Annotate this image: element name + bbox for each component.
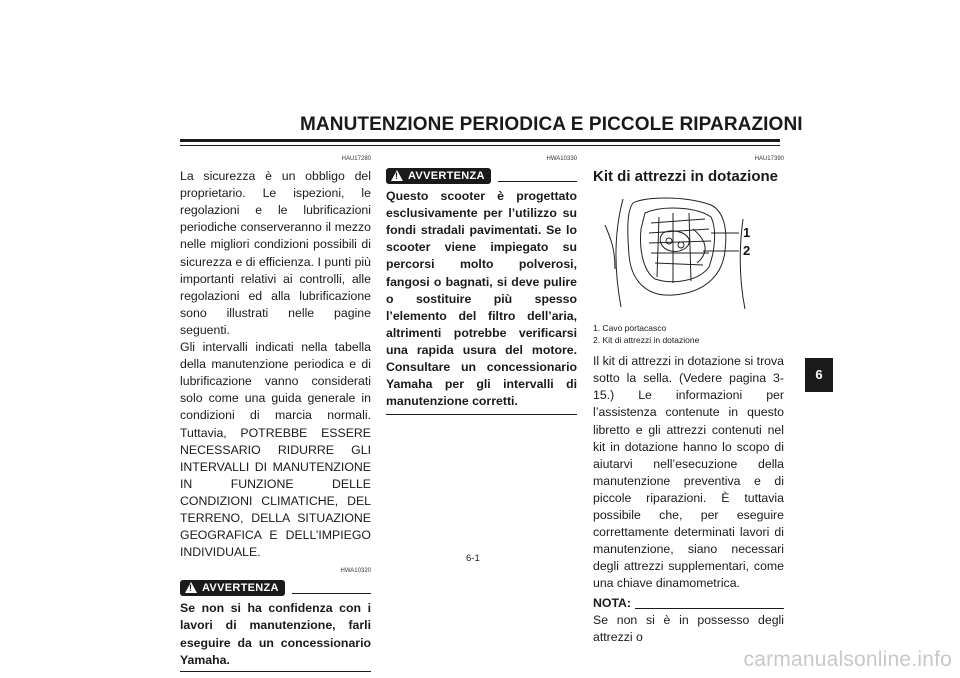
section-code: HAU17280 (341, 156, 371, 162)
nota-header (593, 595, 784, 612)
warning-code: HWA10330 (546, 156, 577, 162)
toolkit-illustration (593, 189, 784, 319)
warning-triangle-icon (391, 170, 403, 181)
intro-paragraph: La sicurezza è un obbligo del proprietario. Le ispezioni, le regolazioni e le lubrificazioni periodiche conserveranno il mezzo nelle migliori condizioni possibili di sicurezza e di efficienza. I punti più importanti relativi ai controlli, alle regolazioni ed alla lubrificazione sono illustrati nelle pagine seguenti. (180, 169, 371, 337)
warning-text: Se non si ha confidenza con i lavori di manutenzione, farli eseguire da un concessionario Yamaha. (180, 601, 371, 667)
intervals-paragraph: Gli intervalli indicati nella tabella della manutenzione periodica e di lubrificazione vanno considerati solo come una guida generale in condizioni di marcia normali. Tuttavia, POTREBBE ESSERE NECESSARIO RIDURRE GLI INTERVALLI DI MANUTENZIONE IN FUNZIONE DELLE CONDIZIONI CLIMATICHE, DEL TERRENO, DELLA SITUAZIONE GEOGRAFICA E DELL’IMPIEGO INDIVIDUALE. (180, 340, 371, 560)
header-rule-thick (180, 139, 780, 142)
page-title: MANUTENZIONE PERIODICA E PICCOLE RIPARAZIONI (300, 114, 803, 135)
seat-compartment-illustration (593, 189, 784, 319)
header-rule-thin (180, 145, 780, 146)
warning-rule (292, 593, 371, 594)
warning-label: AVVERTENZA (202, 582, 279, 595)
warning-end-rule (386, 414, 577, 415)
caption-2: 2. Kit di attrezzi in dotazione (593, 334, 700, 345)
warning-text: Questo scooter è progettato esclusivamente per l’utilizzo su fondi stradali pavimentati. Se lo scooter viene impiegato su percorsi molto polverosi, fangosi o bagnati, si deve pulire o sostituire più spesso l’elemento del filtro dell’aria, altrimenti potrebbe verificarsi una rapida usura del motore. Consultare un concessionario Yamaha per gli intervalli di manutenzione corretti. (386, 189, 577, 409)
right-column (593, 151, 784, 646)
callout-2: 2 (743, 243, 751, 259)
warning-triangle-icon (185, 582, 197, 593)
section-code: HAU17390 (754, 156, 784, 162)
warning-header (180, 580, 371, 600)
toolkit-paragraph: Il kit di attrezzi in dotazione si trova sotto la sella. (Vedere pagina 3-15.) Le informazioni per l’assistenza contenute in questo libretto e gli attrezzi contenuti nel kit in dotazione hanno lo scopo di aiutarvi nell’esecuzione della manutenzione preventiva e di piccole riparazioni. È tuttavia possibile che, per eseguire correttamente determinati lavori di manutenzione, siano necessari degli attrezzi supplementari, come una chiave dinamometrica. (593, 354, 784, 591)
warning-label: AVVERTENZA (408, 170, 485, 183)
left-column (180, 151, 371, 672)
callout-1: 1 (743, 225, 751, 241)
warning-badge (180, 580, 285, 596)
warning-code: HWA10320 (340, 568, 371, 575)
warning-rule (498, 181, 577, 182)
warning-end-rule (180, 671, 371, 672)
watermark: carmanualsonline.info (743, 648, 952, 671)
page-number: 6-1 (466, 553, 480, 564)
warning-badge (386, 168, 491, 184)
nota-text: Se non si è in possesso degli attrezzi o (593, 612, 784, 644)
warning-header (386, 168, 577, 188)
nota-rule (635, 608, 784, 609)
nota-label: NOTA: (593, 595, 632, 610)
chapter-tab: 6 (805, 358, 833, 392)
caption-1: 1. Cavo portacasco (593, 323, 667, 334)
section-title: Kit di attrezzi in dotazione (593, 168, 779, 186)
middle-column (386, 151, 577, 415)
